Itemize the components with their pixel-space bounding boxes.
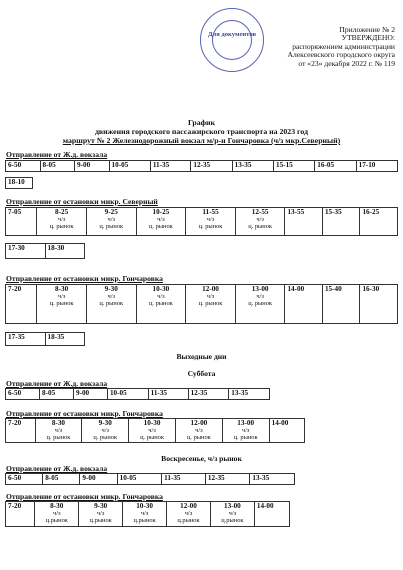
time-cell <box>79 502 123 527</box>
time-cell <box>162 474 206 485</box>
time-cell <box>285 208 323 236</box>
approval-date: от «23» декабря 2022 г. № 119 <box>298 58 395 68</box>
time-cell <box>107 389 148 400</box>
via-label: ч/з <box>241 427 250 434</box>
departure-time: 16-05 <box>317 161 335 169</box>
time-cell <box>6 333 46 346</box>
time-cell <box>235 208 285 236</box>
departure-time: 10-05 <box>111 161 129 169</box>
weekday-north-heading: Отправление от остановки микр. Северный <box>6 197 158 206</box>
time-cell <box>150 161 191 172</box>
departure-time: 10-05 <box>109 389 127 397</box>
departure-time: 8-05 <box>41 389 56 397</box>
departure-time: 15-40 <box>324 285 342 293</box>
departure-time: 6-50 <box>8 161 22 169</box>
via-label: ч/з <box>96 510 105 517</box>
time-cell <box>75 161 110 172</box>
departure-time: 11-35 <box>152 161 170 169</box>
departure-time: 14-00 <box>256 502 274 510</box>
saturday-rail-table <box>5 388 270 400</box>
via-label: ч/з <box>206 216 215 223</box>
approval-appendix: Приложение № 2 <box>339 25 395 34</box>
via-label: ч/з <box>256 293 264 300</box>
time-cell <box>6 389 40 400</box>
departure-time: 9-30 <box>98 419 112 427</box>
departure-time: 6-50 <box>8 389 22 397</box>
via-place: ц. рынок <box>248 300 273 307</box>
weekday-north-table-continued <box>5 243 85 259</box>
time-cell <box>6 244 46 259</box>
time-cell <box>6 285 37 324</box>
via-label: ч/з <box>148 427 156 434</box>
departure-time: 9-30 <box>104 285 118 293</box>
time-cell <box>356 161 397 172</box>
time-cell <box>6 161 41 172</box>
time-cell <box>273 161 314 172</box>
departure-time: 17-30 <box>8 244 25 252</box>
via-label: ч/з <box>206 293 215 300</box>
departure-time: 13-00 <box>224 502 241 510</box>
time-cell <box>123 502 167 527</box>
via-place: ц. рынок <box>46 434 71 441</box>
departure-time: 8-30 <box>50 502 64 510</box>
time-cell <box>205 474 250 485</box>
departure-time: 12-00 <box>180 502 197 510</box>
departure-time: 18-30 <box>47 244 65 252</box>
via-place: ц. рынок <box>148 300 173 307</box>
departure-time: 10-30 <box>152 285 170 293</box>
time-cell <box>6 208 37 236</box>
departure-time: 8-05 <box>45 474 59 482</box>
time-cell <box>86 208 136 236</box>
via-label: ч/з <box>107 293 115 300</box>
time-cell <box>37 285 87 324</box>
departure-time: 17-35 <box>8 333 25 341</box>
time-cell <box>254 502 289 527</box>
sunday-gonch-table <box>5 501 290 527</box>
time-cell <box>210 502 254 527</box>
via-place: ц. рынок <box>49 223 74 230</box>
time-cell <box>360 208 398 236</box>
time-cell <box>322 208 360 236</box>
time-cell <box>43 474 80 485</box>
departure-time: 12-00 <box>190 419 208 427</box>
time-cell <box>136 285 186 324</box>
departure-time: 8-25 <box>55 208 69 216</box>
time-cell <box>235 285 285 324</box>
via-place: ц. рынок <box>148 223 173 230</box>
time-cell <box>315 161 356 172</box>
via-place: ц.рынок <box>221 517 244 524</box>
via-place: ц. рынок <box>198 300 223 307</box>
departure-time: 10-30 <box>143 419 161 427</box>
time-cell <box>109 161 150 172</box>
via-place: ц. рынок <box>140 434 164 441</box>
departure-time: 10-25 <box>152 208 170 216</box>
via-place: ц.рынок <box>133 517 156 524</box>
departure-time: 12-55 <box>251 208 269 216</box>
via-place: ц. рынок <box>99 223 124 230</box>
departure-time: 10-30 <box>136 502 153 510</box>
departure-time: 12-35 <box>193 161 211 169</box>
departure-time: 14-00 <box>271 419 289 427</box>
weekday-rail-table <box>5 160 398 172</box>
stamp-inner-ring <box>212 20 252 60</box>
sunday-rail-table <box>5 473 295 485</box>
via-place: ц.рынок <box>177 517 200 524</box>
time-cell <box>222 419 269 443</box>
via-label: ч/з <box>107 216 115 223</box>
time-cell <box>167 502 211 527</box>
time-cell <box>322 285 360 324</box>
approval-approved: УТВЕРЖДЕНО: <box>341 33 395 43</box>
time-cell <box>360 285 398 324</box>
time-cell <box>6 474 43 485</box>
departure-time: 16-25 <box>362 208 380 216</box>
departure-time: 9-25 <box>104 208 118 216</box>
departure-time: 13-00 <box>237 419 255 427</box>
weekday-north-table <box>5 207 398 236</box>
time-cell <box>45 244 85 259</box>
title-line-3: маршрут № 2 Железнодорожный вокзал м/р-н Гончаровка (ч/з мкр.Северный) <box>62 136 341 145</box>
time-cell <box>39 389 73 400</box>
departure-time: 9-00 <box>77 161 91 169</box>
via-label: ч/з <box>157 293 165 300</box>
time-cell <box>86 285 136 324</box>
departure-time: 15-35 <box>324 208 342 216</box>
approval-authority: Алексеевского городского округа <box>287 50 395 60</box>
via-label: ч/з <box>101 427 109 434</box>
departure-time: 11-35 <box>164 474 181 482</box>
time-cell <box>188 389 229 400</box>
via-place: ц. рынок <box>49 300 74 307</box>
departure-time: 13-35 <box>231 389 249 397</box>
via-label: ч/з <box>54 427 63 434</box>
departure-time: 7-20 <box>8 285 22 293</box>
departure-time: 13-35 <box>252 474 270 482</box>
via-place: ц. рынок <box>233 434 258 441</box>
departure-time: 14-00 <box>287 285 305 293</box>
approval-block <box>255 26 395 68</box>
via-place: ц.рынок <box>45 517 68 524</box>
via-label: ч/з <box>157 216 165 223</box>
via-label: ч/з <box>184 510 193 517</box>
time-cell <box>175 419 222 443</box>
saturday-rail-heading: Отправление от Ж.д. вокзала <box>6 379 108 388</box>
title-line-1: График <box>187 118 216 127</box>
departure-time: 16-30 <box>362 285 380 293</box>
departure-time: 6-50 <box>8 474 22 482</box>
via-place: ц. рынок <box>93 434 118 441</box>
departure-time: 12-35 <box>207 474 225 482</box>
time-cell <box>250 474 295 485</box>
weekday-rail-heading: Отправление от Ж.д. вокзала <box>6 150 108 159</box>
departure-time: 9-30 <box>94 502 108 510</box>
via-label: ч/з <box>228 510 237 517</box>
time-cell <box>129 419 176 443</box>
time-cell <box>148 389 188 400</box>
sunday-heading: Воскресенье, ч/з рынок <box>161 454 242 463</box>
time-cell <box>232 161 273 172</box>
time-cell <box>6 178 33 189</box>
departure-time: 18-10 <box>8 178 25 186</box>
departure-time: 12-00 <box>202 285 219 293</box>
saturday-heading: Суббота <box>187 369 216 378</box>
title-line-2: движения городского пассажирского транспорта на 2023 год <box>94 127 309 136</box>
document-title <box>0 118 403 145</box>
time-cell <box>45 333 85 346</box>
time-cell <box>82 419 129 443</box>
via-place: ц. рынок <box>198 223 223 230</box>
time-cell <box>6 502 35 527</box>
departure-time: 11-55 <box>202 208 219 216</box>
departure-time: 15-15 <box>275 161 293 169</box>
departure-time: 18-35 <box>47 333 65 341</box>
time-cell <box>186 208 236 236</box>
departure-time: 8-30 <box>51 419 66 427</box>
time-cell <box>40 161 75 172</box>
sunday-gonch-heading: Отправление от остановки микр. Гончаровка <box>6 492 163 501</box>
weekday-gonch-table <box>5 284 398 324</box>
departure-time: 13-55 <box>287 208 305 216</box>
via-label: ч/з <box>53 510 61 517</box>
departure-time: 9-00 <box>75 389 90 397</box>
days-off-heading: Выходные дни <box>176 352 227 361</box>
via-label: ч/з <box>195 427 203 434</box>
time-cell <box>73 389 107 400</box>
departure-time: 7-05 <box>8 208 22 216</box>
saturday-gonch-table <box>5 418 305 443</box>
approval-order: распоряжением администрации <box>292 41 395 51</box>
via-place: ц. рынок <box>248 223 273 230</box>
time-cell <box>80 474 117 485</box>
time-cell <box>269 419 304 443</box>
time-cell <box>117 474 162 485</box>
departure-time: 17-10 <box>358 161 376 169</box>
time-cell <box>186 285 236 324</box>
via-label: ч/з <box>140 510 149 517</box>
saturday-gonch-heading: Отправление от остановки микр. Гончаровка <box>6 409 163 418</box>
via-label: ч/з <box>256 216 264 223</box>
via-place: ц.рынок <box>89 517 112 524</box>
departure-time: 11-35 <box>150 389 168 397</box>
time-cell <box>136 208 186 236</box>
departure-time: 12-35 <box>190 389 208 397</box>
via-place: ц. рынок <box>99 300 124 307</box>
weekday-gonch-heading: Отправление от остановки микр. Гончаровка <box>6 274 163 283</box>
time-cell <box>6 419 36 443</box>
departure-time: 13-35 <box>234 161 252 169</box>
stamp-label: Для документов <box>207 31 257 38</box>
departure-time: 8-30 <box>55 285 69 293</box>
weekday-gonch-table-continued <box>5 332 85 346</box>
departure-time: 8-05 <box>42 161 56 169</box>
departure-time: 9-00 <box>82 474 96 482</box>
time-cell <box>37 208 87 236</box>
via-place: ц. рынок <box>186 434 211 441</box>
time-cell <box>191 161 232 172</box>
time-cell <box>229 389 270 400</box>
departure-time: 13-00 <box>251 285 269 293</box>
departure-time: 10-05 <box>119 474 137 482</box>
via-label: ч/з <box>57 293 66 300</box>
departure-time: 7-20 <box>8 419 22 427</box>
weekday-rail-table-continued <box>5 177 33 189</box>
via-label: ч/з <box>57 216 66 223</box>
time-cell <box>35 502 79 527</box>
time-cell <box>35 419 82 443</box>
departure-time: 7-20 <box>8 502 22 510</box>
sunday-rail-heading: Отправление от Ж.д. вокзала <box>6 464 108 473</box>
time-cell <box>285 285 323 324</box>
